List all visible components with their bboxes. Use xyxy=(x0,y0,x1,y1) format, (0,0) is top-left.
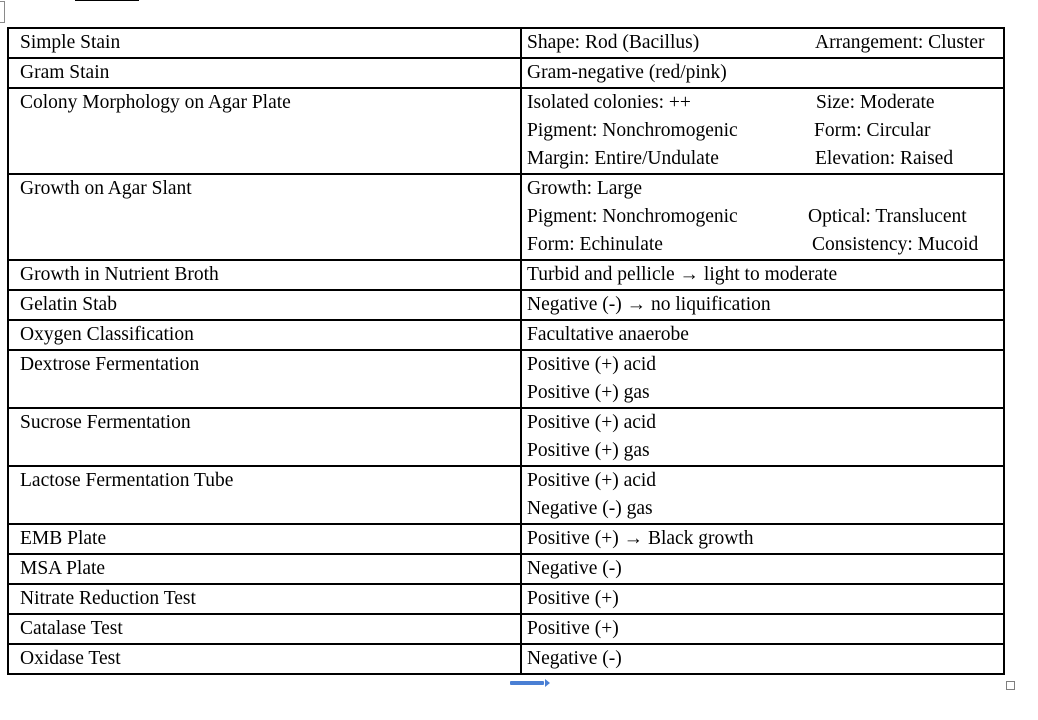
result-cell[interactable] xyxy=(521,584,1004,614)
result-text: Isolated colonies: ++ xyxy=(527,92,691,113)
test-name-cell[interactable] xyxy=(8,644,521,674)
result-line xyxy=(527,29,997,57)
test-name-cell[interactable] xyxy=(8,350,521,408)
result-line xyxy=(527,555,997,583)
table-row xyxy=(8,584,1004,614)
table-row xyxy=(8,350,1004,408)
test-name: Simple Stain xyxy=(20,32,121,53)
result-line xyxy=(527,231,997,259)
table-row xyxy=(8,466,1004,524)
result-cell[interactable] xyxy=(521,524,1004,554)
result-cell[interactable] xyxy=(521,408,1004,466)
result-text: Positive (+) → Black growth xyxy=(527,528,754,549)
test-name-cell[interactable] xyxy=(8,260,521,290)
result-cell[interactable] xyxy=(521,290,1004,320)
result-line xyxy=(527,321,997,349)
result-cell[interactable] xyxy=(521,320,1004,350)
table-row xyxy=(8,58,1004,88)
table-row xyxy=(8,174,1004,260)
test-name-cell[interactable] xyxy=(8,28,521,58)
test-name: Dextrose Fermentation xyxy=(20,354,200,375)
result-cell[interactable] xyxy=(521,88,1004,174)
result-line xyxy=(527,409,997,437)
test-name: Gram Stain xyxy=(20,62,110,83)
test-name-cell[interactable] xyxy=(8,58,521,88)
result-text: Pigment: Nonchromogenic xyxy=(527,206,738,227)
test-name-cell[interactable] xyxy=(8,524,521,554)
test-name-cell[interactable] xyxy=(8,466,521,524)
result-cell[interactable] xyxy=(521,174,1004,260)
result-text: Gram-negative (red/pink) xyxy=(527,62,727,83)
test-name: MSA Plate xyxy=(20,558,106,579)
table-body xyxy=(8,28,1004,674)
result-text: Pigment: Nonchromogenic xyxy=(527,120,738,141)
result-text: Positive (+) gas xyxy=(527,382,650,403)
result-line xyxy=(527,203,997,231)
result-text: Growth: Large xyxy=(527,178,642,199)
test-name-cell[interactable] xyxy=(8,320,521,350)
test-name: Nitrate Reduction Test xyxy=(20,588,196,609)
result-text: Form: Echinulate xyxy=(527,234,663,255)
result-text: Positive (+) acid xyxy=(527,412,657,433)
table-resize-handle[interactable] xyxy=(1006,681,1015,690)
page-corner-marker xyxy=(0,1,5,23)
result-line xyxy=(527,379,997,407)
result-line xyxy=(527,495,997,523)
result-attribute-text: Size: Moderate xyxy=(816,92,935,113)
test-name-cell[interactable] xyxy=(8,554,521,584)
result-attribute-text: Optical: Translucent xyxy=(808,206,967,227)
result-text: Positive (+) xyxy=(527,588,619,609)
result-cell[interactable] xyxy=(521,260,1004,290)
test-name: Catalase Test xyxy=(20,618,123,639)
text-cursor-handle[interactable] xyxy=(510,681,544,685)
test-name: Growth on Agar Slant xyxy=(20,178,192,199)
result-cell[interactable] xyxy=(521,350,1004,408)
result-text: Positive (+) acid xyxy=(527,470,657,491)
result-attribute-text: Form: Circular xyxy=(814,120,931,141)
table-row xyxy=(8,260,1004,290)
result-text: Negative (-) gas xyxy=(527,498,653,519)
result-text: Negative (-) → no liquification xyxy=(527,294,771,315)
result-line xyxy=(527,117,997,145)
result-text: Positive (+) gas xyxy=(527,440,650,461)
test-name: EMB Plate xyxy=(20,528,107,549)
result-text: Shape: Rod (Bacillus) xyxy=(527,32,700,53)
result-text: Positive (+) xyxy=(527,618,619,639)
result-line xyxy=(527,645,997,673)
result-line xyxy=(527,261,997,289)
test-name: Sucrose Fermentation xyxy=(20,412,191,433)
result-text: Negative (-) xyxy=(527,648,622,669)
result-line xyxy=(527,291,997,319)
table-row xyxy=(8,614,1004,644)
result-line xyxy=(527,615,997,643)
result-line xyxy=(527,437,997,465)
result-line xyxy=(527,525,997,553)
result-line xyxy=(527,145,997,173)
test-name-cell[interactable] xyxy=(8,290,521,320)
result-line xyxy=(527,585,997,613)
result-line xyxy=(527,175,997,203)
header-rule xyxy=(75,0,139,1)
result-cell[interactable] xyxy=(521,58,1004,88)
result-line xyxy=(527,59,997,87)
result-cell[interactable] xyxy=(521,554,1004,584)
test-name-cell[interactable] xyxy=(8,88,521,174)
test-name: Oxygen Classification xyxy=(20,324,194,345)
test-name-cell[interactable] xyxy=(8,174,521,260)
result-text: Margin: Entire/Undulate xyxy=(527,148,719,169)
result-cell[interactable] xyxy=(521,28,1004,58)
result-attribute-text: Arrangement: Cluster xyxy=(815,32,985,53)
test-name: Colony Morphology on Agar Plate xyxy=(20,92,291,113)
result-cell[interactable] xyxy=(521,644,1004,674)
test-name: Gelatin Stab xyxy=(20,294,117,315)
table-row xyxy=(8,320,1004,350)
result-text: Negative (-) xyxy=(527,558,622,579)
lab-results-table xyxy=(7,27,1005,675)
test-name: Growth in Nutrient Broth xyxy=(20,264,219,285)
result-line xyxy=(527,89,997,117)
table-row xyxy=(8,290,1004,320)
test-name-cell[interactable] xyxy=(8,408,521,466)
test-name: Lactose Fermentation Tube xyxy=(20,470,234,491)
table-row xyxy=(8,408,1004,466)
table-row xyxy=(8,88,1004,174)
table-row xyxy=(8,554,1004,584)
test-name-cell[interactable] xyxy=(8,584,521,614)
result-text: Turbid and pellicle → light to moderate xyxy=(527,264,838,285)
test-name: Oxidase Test xyxy=(20,648,121,669)
table-row xyxy=(8,524,1004,554)
result-text: Facultative anaerobe xyxy=(527,324,689,345)
result-attribute-text: Elevation: Raised xyxy=(815,148,954,169)
test-name-cell[interactable] xyxy=(8,614,521,644)
table-row xyxy=(8,28,1004,58)
result-line xyxy=(527,467,997,495)
result-text: Positive (+) acid xyxy=(527,354,657,375)
result-cell[interactable] xyxy=(521,614,1004,644)
result-cell[interactable] xyxy=(521,466,1004,524)
result-attribute-text: Consistency: Mucoid xyxy=(812,234,979,255)
result-line xyxy=(527,351,997,379)
table-row xyxy=(8,644,1004,674)
